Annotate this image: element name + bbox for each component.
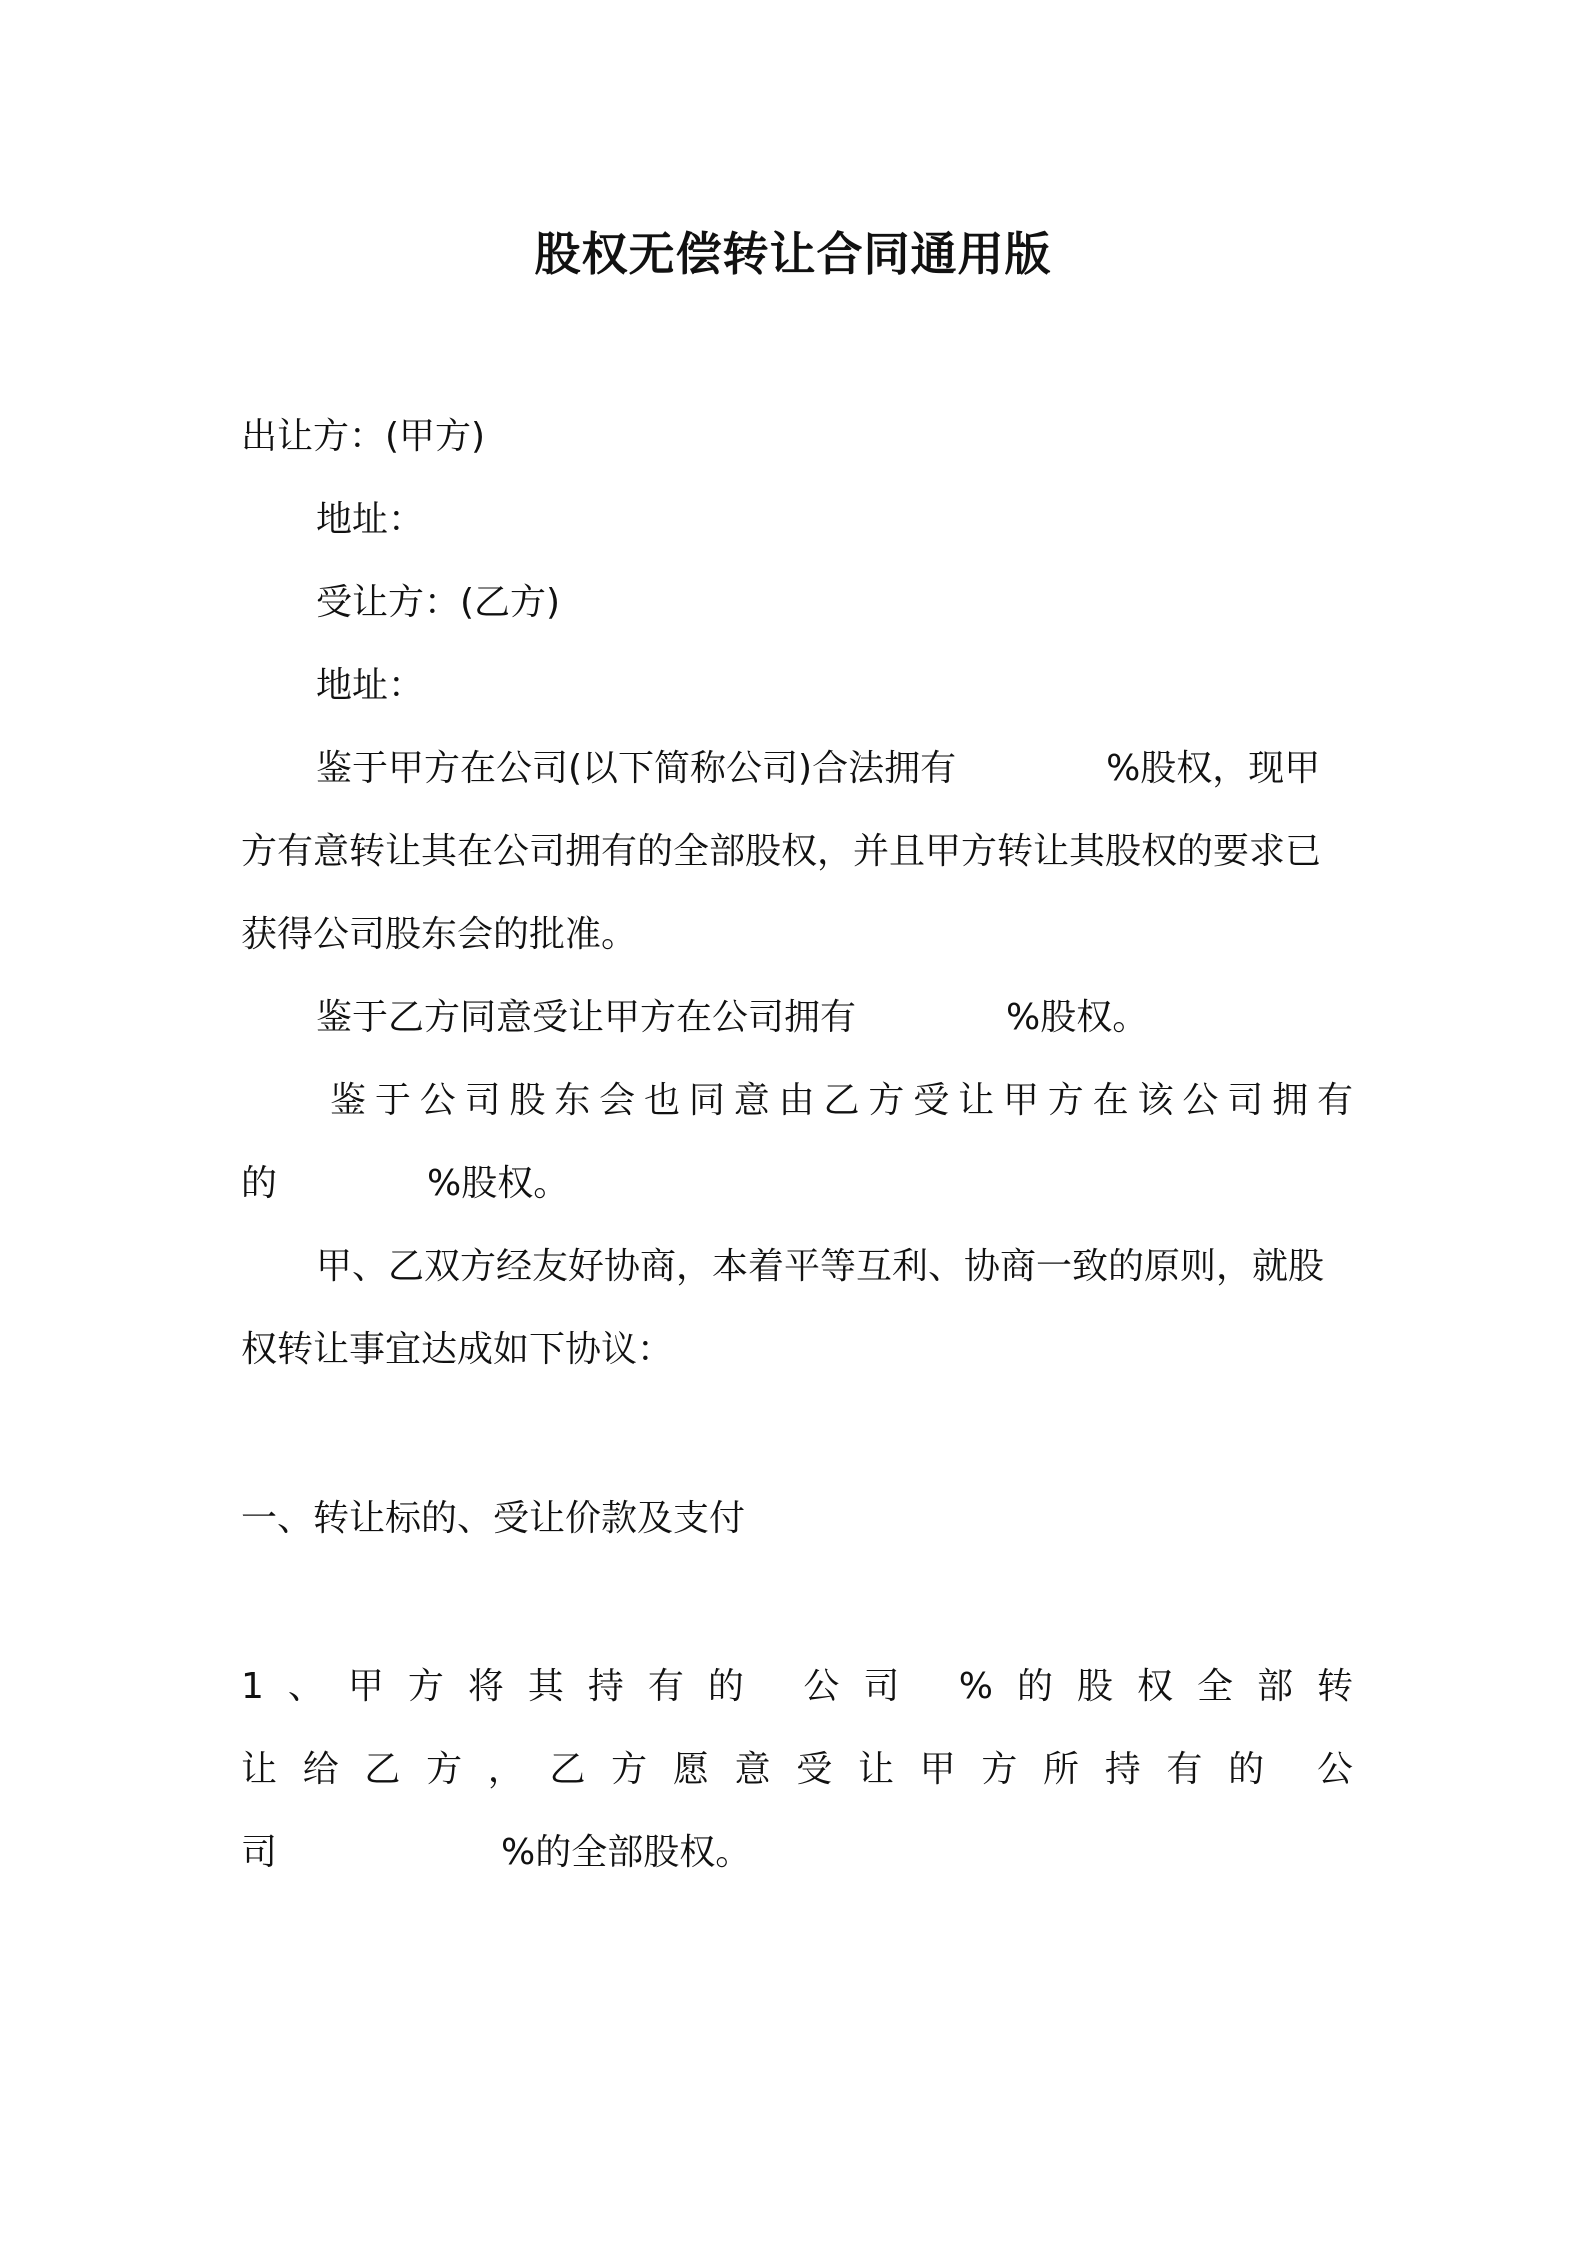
recital-1-line-2: 方有意转让其在公司拥有的全部股权，并且甲方转让其股权的要求已: [241, 831, 1322, 872]
recital-1-line-1: [316, 747, 1320, 791]
section-1-heading: 一、转让标的、受让价款及支付: [241, 1498, 746, 1539]
clause-1-line-3-text-a: 司: [241, 1832, 278, 1873]
transferor-label: 出让方：(甲方): [241, 416, 486, 457]
clause-1-text-c: %的股权全部转: [958, 1666, 1353, 1707]
recital-1-text-a: 鉴于甲方在公司(以下简称公司)合法拥有: [316, 748, 957, 789]
clause-1-line-1: [241, 1665, 1353, 1709]
transferee-label: 受让方：(乙方): [316, 582, 561, 623]
clause-1-text-a: 1、甲方将其持有的: [241, 1666, 768, 1707]
document-title: 股权无偿转让合同通用版: [534, 227, 1052, 281]
clause-1-line-2-text-a: 让给乙方，乙方愿意受让甲方所持有的: [241, 1749, 1290, 1790]
recital-2: [316, 996, 1148, 1040]
recital-3-text-b: %股权。: [427, 1163, 570, 1204]
clause-1-line-3-text-b: %的全部股权。: [501, 1832, 752, 1873]
recital-3-line-2: [241, 1162, 569, 1206]
clause-1-line-2: [241, 1748, 1353, 1792]
recital-4-line-1: 甲、乙双方经友好协商，本着平等互利、协商一致的原则，就股: [316, 1246, 1325, 1287]
recital-1-line-3: 获得公司股东会的批准。: [241, 914, 638, 955]
recital-2-text-a: 鉴于乙方同意受让甲方在公司拥有: [316, 997, 857, 1038]
clause-1-text-b: 公司: [803, 1666, 924, 1707]
recital-4-line-2: 权转让事宜达成如下协议：: [241, 1329, 674, 1370]
recital-3-text-a: 的: [241, 1163, 278, 1204]
transferor-address-label: 地址：: [316, 499, 425, 540]
recital-2-text-b: %股权。: [1006, 997, 1149, 1038]
transferee-address-label: 地址：: [316, 665, 425, 706]
clause-1-line-3: [241, 1831, 751, 1875]
clause-1-line-2-text-b: 公: [1316, 1749, 1353, 1790]
recital-3-line-1: 鉴于公司股东会也同意由乙方受让甲方在该公司拥有: [330, 1080, 1353, 1121]
recital-1-text-b: %股权，现甲: [1106, 748, 1321, 789]
